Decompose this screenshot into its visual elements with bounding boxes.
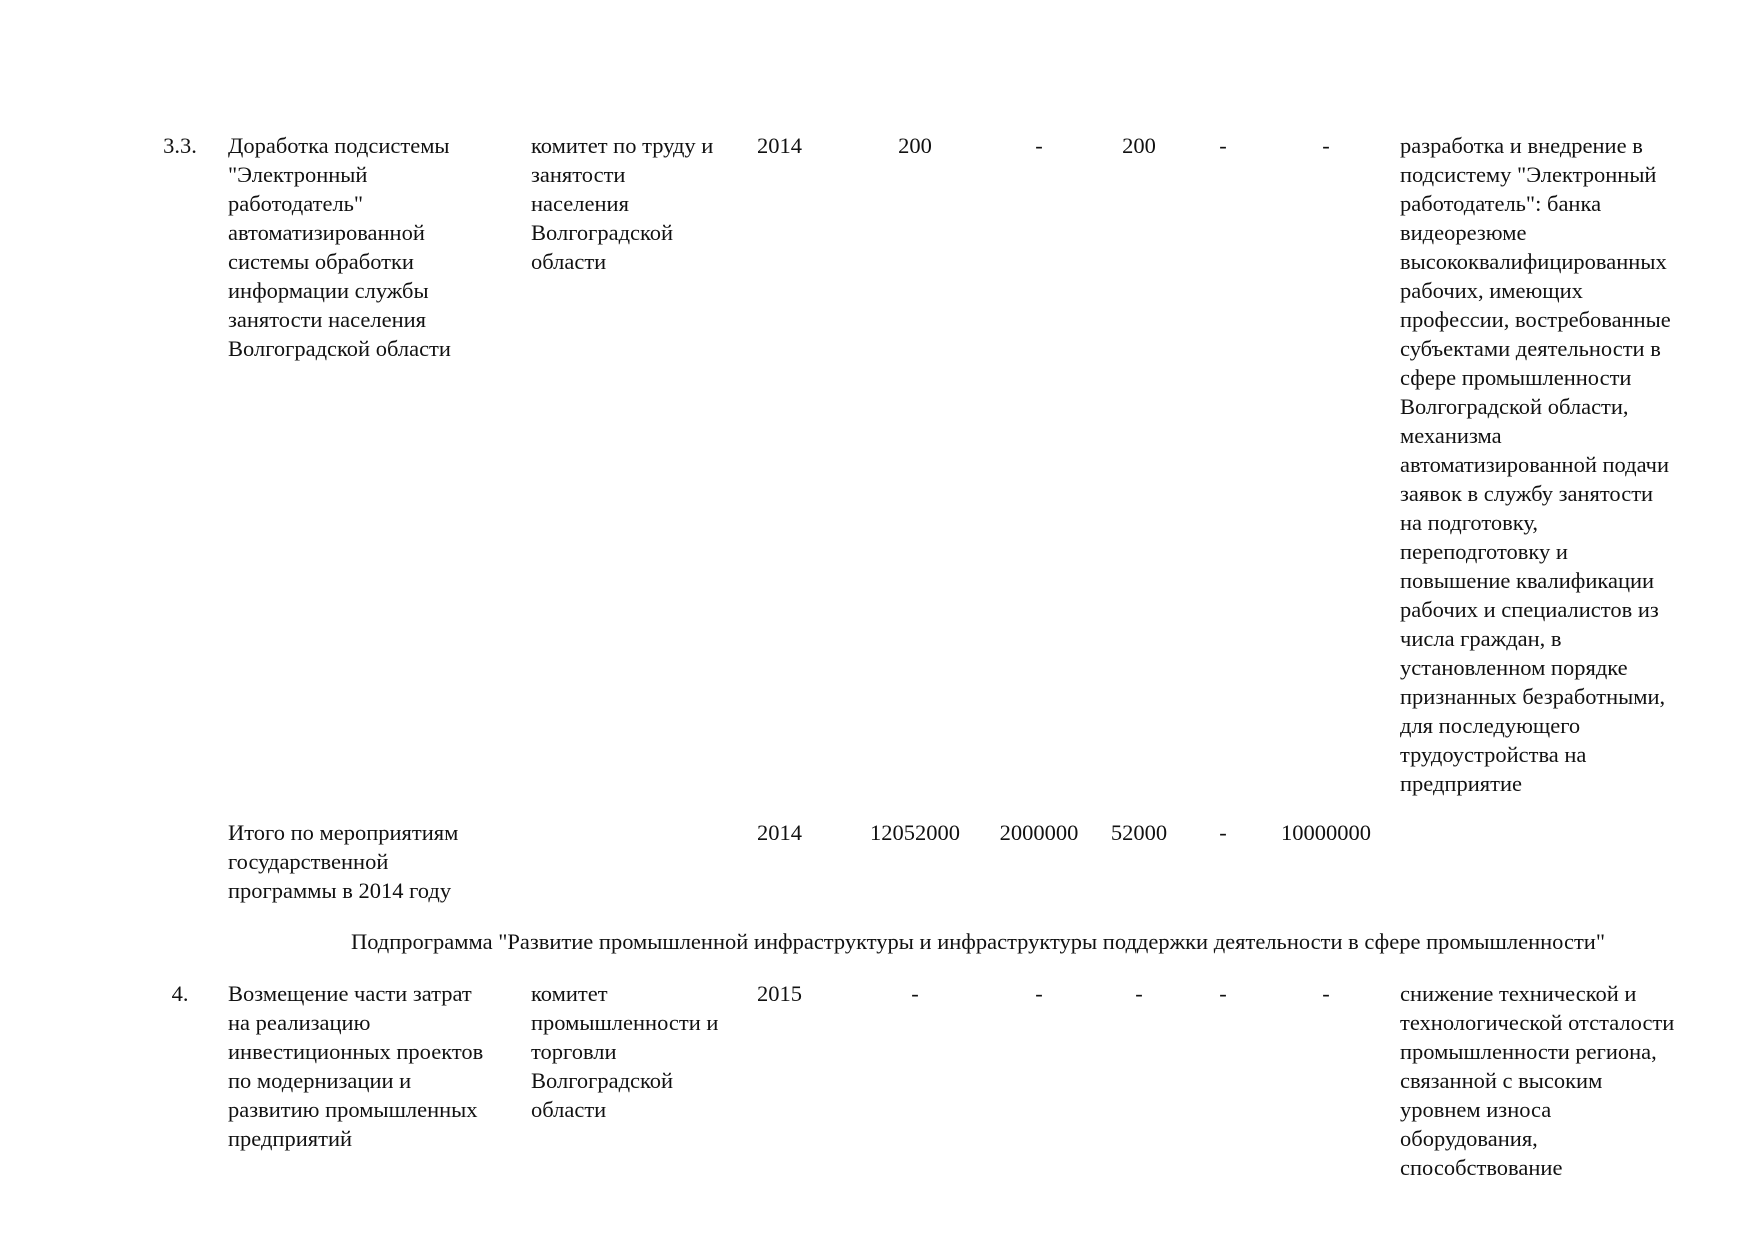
local-budget: - bbox=[1219, 820, 1227, 845]
expected-result: снижение технической и технологической отсталости промышленности региона, связанной с высоким уровнем износа оборудования, способствование bbox=[1400, 981, 1675, 1180]
local-budget: - bbox=[1219, 133, 1227, 158]
activity-name: Доработка подсистемы "Электронный работодатель" автоматизированной системы обработки информации службы занятости населения Волгоградской области bbox=[228, 133, 451, 361]
row-number: 3.3. bbox=[163, 133, 197, 158]
responsible-executor: комитет промышленности и торговли Волгоградской области bbox=[531, 981, 719, 1122]
extrabudgetary-funds: - bbox=[1322, 981, 1330, 1006]
federal-budget: 2000000 bbox=[999, 820, 1079, 845]
total-label: Итого по мероприятиям государственной программы в 2014 году bbox=[228, 820, 459, 903]
subprogram-title: Подпрограмма "Развитие промышленной инфраструктуры и инфраструктуры поддержки деятельности в сфере промышленности" bbox=[350, 929, 1606, 954]
federal-budget: - bbox=[1035, 133, 1043, 158]
activity-name: Возмещение части затрат на реализацию инвестиционных проектов по модернизации и развитию промышленных предприятий bbox=[228, 981, 484, 1151]
expected-result: разработка и внедрение в подсистему "Электронный работодатель": банка видеорезюме высококвалифицированных рабочих, имеющих профессии, востребованные субъектами деятельности в сфере промышленности Волгоградской области, механизма автоматизированной подачи заявок в службу занятости на подготовку, переподготовку и повышение квалификации рабочих и специалистов из числа граждан, в установленном порядке признанных безработными, для последующего трудоустройства на предприятие bbox=[1400, 133, 1671, 796]
year: 2015 bbox=[757, 981, 802, 1006]
total-amount: 12052000 bbox=[870, 820, 960, 845]
responsible-executor: комитет по труду и занятости населения Волгоградской области bbox=[531, 133, 714, 274]
year: 2014 bbox=[757, 133, 802, 158]
extrabudgetary-funds: - bbox=[1322, 133, 1330, 158]
year: 2014 bbox=[757, 820, 802, 845]
total-amount: - bbox=[911, 981, 919, 1006]
row-number: 4. bbox=[171, 981, 189, 1006]
local-budget: - bbox=[1219, 981, 1227, 1006]
federal-budget: - bbox=[1035, 981, 1043, 1006]
extrabudgetary-funds: 10000000 bbox=[1281, 820, 1371, 845]
regional-budget: - bbox=[1135, 981, 1143, 1006]
total-amount: 200 bbox=[898, 133, 932, 158]
regional-budget: 52000 bbox=[1110, 820, 1168, 845]
regional-budget: 200 bbox=[1122, 133, 1156, 158]
